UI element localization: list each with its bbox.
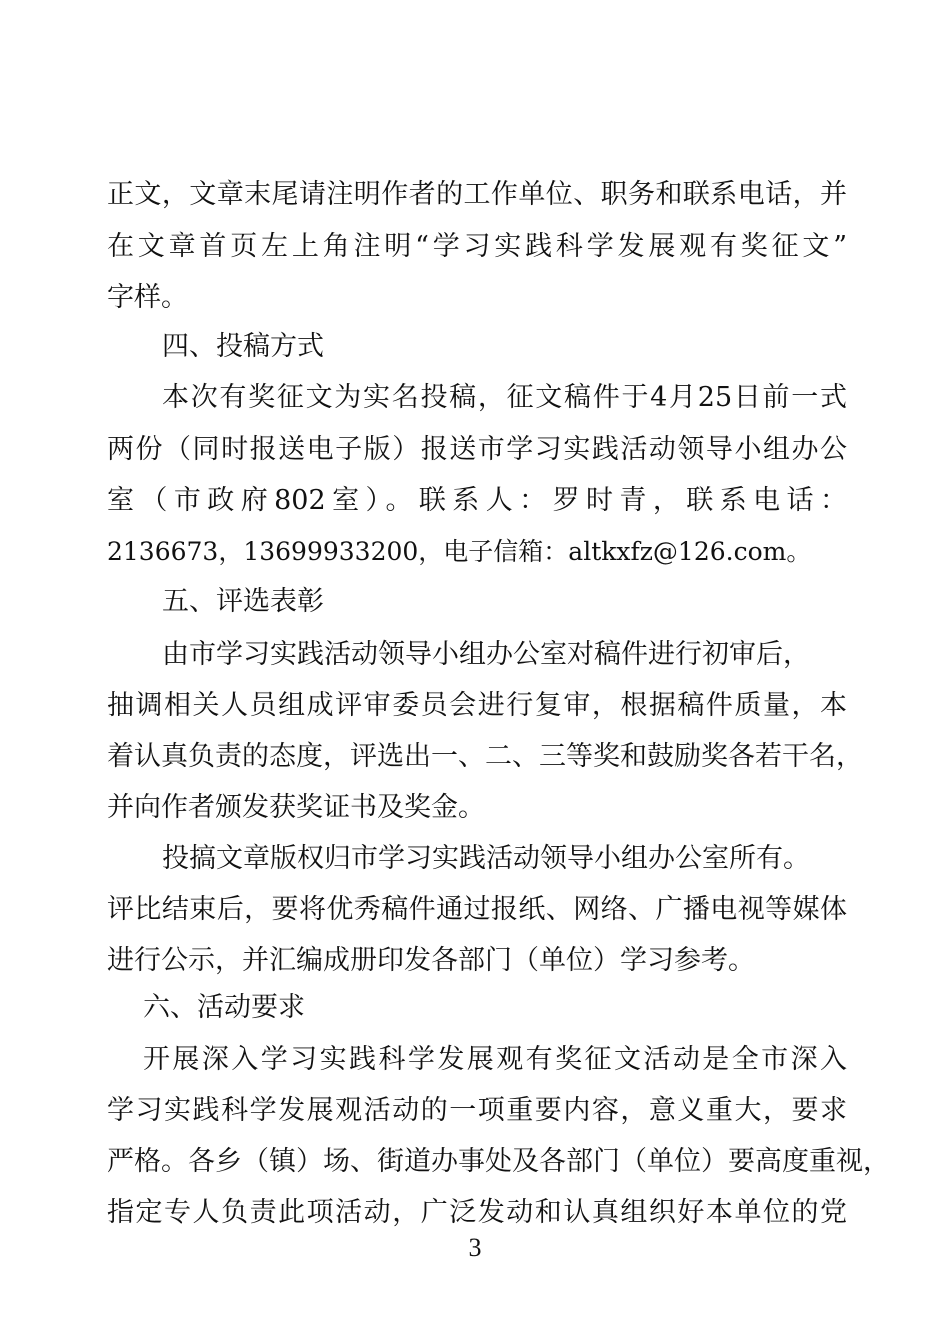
text-line: 评比结束后，要将优秀稿件通过报纸、网络、广播电视等媒体 — [107, 894, 847, 925]
text-line: 学习实践科学发展观活动的一项重要内容，意义重大，要求 — [107, 1095, 847, 1126]
text-line: 并向作者颁发获奖证书及奖金。 — [107, 792, 485, 823]
text-line: 2136673，13699933200，电子信箱：altkxfz@126.com。 — [107, 537, 812, 566]
text-line: 指定专人负责此项活动，广泛发动和认真组织好本单位的党 — [107, 1197, 847, 1228]
text-line: 正文，文章末尾请注明作者的工作单位、职务和联系电话，并 — [107, 179, 847, 210]
text-line: 着认真负责的态度，评选出一、二、三等奖和鼓励奖各若干名， — [107, 741, 863, 772]
text-line: 室（市政府802室）。联系人：罗时青，联系电话： — [107, 485, 847, 516]
text-line: 由市学习实践活动领导小组办公室对稿件进行初审后， — [162, 639, 810, 670]
text-line: 投搞文章版权归市学习实践活动领导小组办公室所有。 — [162, 843, 810, 874]
section-heading-evaluation: 五、评选表彰 — [162, 586, 324, 617]
text-line: 本次有奖征文为实名投稿，征文稿件于4月25日前一式 — [162, 382, 847, 413]
text-line: 严格。各乡（镇）场、街道办事处及各部门（单位）要高度重视， — [107, 1146, 890, 1177]
text-line: 进行公示，并汇编成册印发各部门（单位）学习参考。 — [107, 945, 755, 976]
text-line: 在文章首页左上角注明“学习实践科学发展观有奖征文” — [107, 231, 847, 262]
text-line: 两份（同时报送电子版）报送市学习实践活动领导小组办公 — [107, 434, 847, 465]
page-number: 3 — [468, 1233, 482, 1262]
section-heading-submission: 四、投稿方式 — [162, 331, 324, 362]
text-line: 开展深入学习实践科学发展观有奖征文活动是全市深入 — [143, 1044, 847, 1075]
section-heading-requirements: 六、活动要求 — [143, 992, 305, 1023]
text-line: 字样。 — [107, 282, 188, 313]
text-line: 抽调相关人员组成评审委员会进行复审，根据稿件质量，本 — [107, 690, 847, 721]
